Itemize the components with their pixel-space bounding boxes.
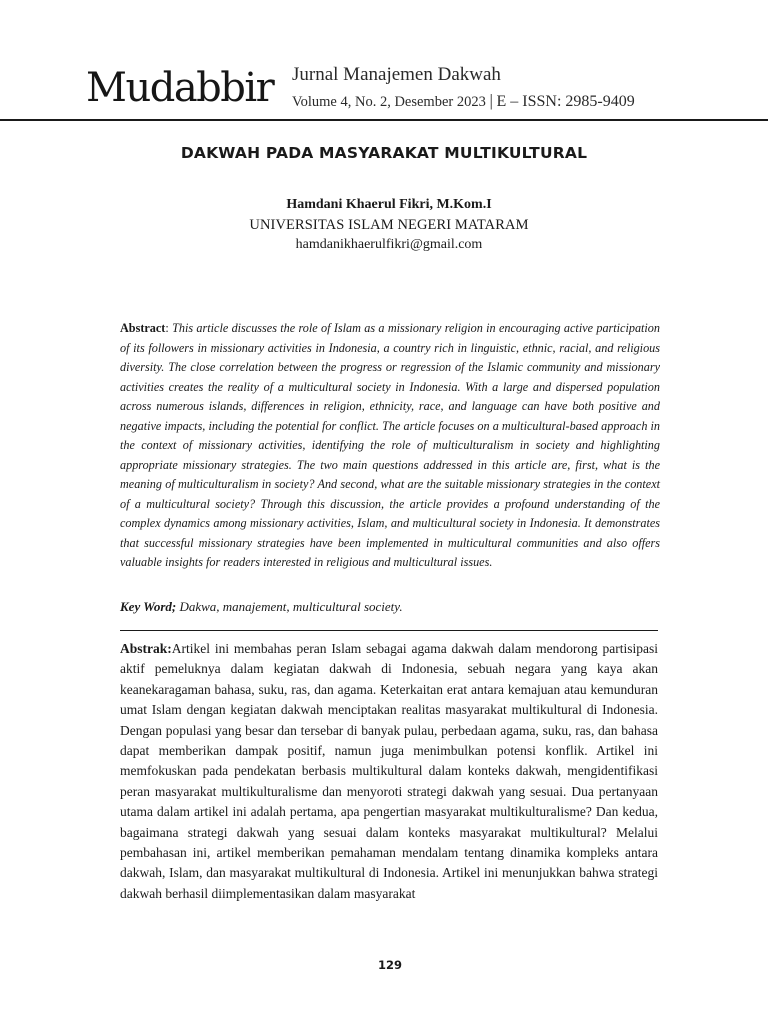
issn: E – ISSN: 2985-9409 — [496, 93, 635, 110]
abstrak-label: Abstrak: — [120, 641, 172, 656]
journal-meta — [292, 92, 635, 111]
abstract-text: This article discusses the role of Islam as a missionary religion in encouraging active participation of its followers in missionary activities in Indonesia, a country rich in linguistic, ethnic, racial, and religious diversity. The close correlation between the progress or regression of the Islamic community and missionary activities creates the reality of a multicultural society in Indonesia. With a large and dispersed population across numerous islands, differences in religion, ethnicity, race, and language can have both positive and negative impacts, including the potential for conflict. The article focuses on a multicultural-based approach in the context of missionary activities, identifying the role of multiculturalism in society and highlighting appropriate missionary strategies. The two main questions addressed in this article are, first, what is the meaning of multiculturalism in society? And second, what are the suitable missionary strategies in the context of a multicultural society? Through this discussion, the article provides a profound understanding of the complex dynamics among missionary activities, Islam, and multicultural society in Indonesia. It demonstrates that successful missionary strategies have been implemented in multicultural communities and also offers valuable insights for readers interested in religious and multicultural issues. — [120, 321, 660, 569]
abstract-colon: : — [165, 321, 173, 335]
keywords — [120, 597, 660, 617]
journal-logo: Mudabbir — [86, 65, 274, 111]
journal-header — [86, 58, 666, 114]
keywords-text: Dakwa, manajement, multicultural society. — [179, 599, 403, 614]
journal-name: Jurnal Manajemen Dakwah — [292, 64, 501, 85]
abstract-english — [120, 319, 660, 573]
meta-separator: | — [489, 91, 493, 110]
author-block — [0, 195, 768, 255]
article-title: DAKWAH PADA MASYARAKAT MULTIKULTURAL — [180, 144, 588, 162]
keywords-label: Key Word; — [120, 599, 177, 614]
abstract-label: Abstract — [120, 321, 166, 335]
author-affiliation: UNIVERSITAS ISLAM NEGERI MATARAM — [249, 217, 529, 233]
author-email: hamdanikhaerulfikri@gmail.com — [295, 237, 483, 252]
abstract-indonesian — [120, 639, 658, 904]
page-number: 129 — [377, 958, 402, 972]
section-divider — [120, 630, 658, 631]
abstrak-text: Artikel ini membahas peran Islam sebagai agama dakwah dalam mendorong partisipasi aktif pemeluknya dalam kegiatan dakwah di Indonesia, sebuah negara yang kaya akan keanekaragaman bahasa, suku, ras, dan agama. Keterkaitan erat antara kemajuan atau kemunduran umat Islam dengan kegiatan dakwah menciptakan realitas masyarakat multikultural di Indonesia. Dengan populasi yang besar dan tersebar di banyak pulau, perbedaan agama, suku, ras, dan bahasa dapat memberikan dampak positif, namun juga menimbulkan potensi konflik. Artikel ini memfokuskan pada pendekatan berbasis multikultural dalam konteks dakwah, mengidentifikasi peran masyarakat multikulturalisme dan menyoroti strategi dakwah yang sesuai. Dua pertanyaan utama dalam artikel ini adalah pertama, apa pengertian masyarakat multikulturalisme? Dan kedua, bagaimana strategi dakwah yang sesuai dalam konteks masyarakat multikultural? Melalui pembahasan ini, artikel memberikan pemahaman mendalam tentang dinamika kompleks antara dakwah, Islam, dan masyarakat multikultural di Indonesia. Artikel ini menunjukkan bahwa strategi dakwah berhasil diimplementasikan dalam masyarakat — [120, 641, 658, 901]
author-name: Hamdani Khaerul Fikri, M.Kom.I — [286, 197, 492, 212]
volume-info: Volume 4, No. 2, Desember 2023 — [292, 94, 486, 110]
header-rule — [0, 119, 768, 121]
